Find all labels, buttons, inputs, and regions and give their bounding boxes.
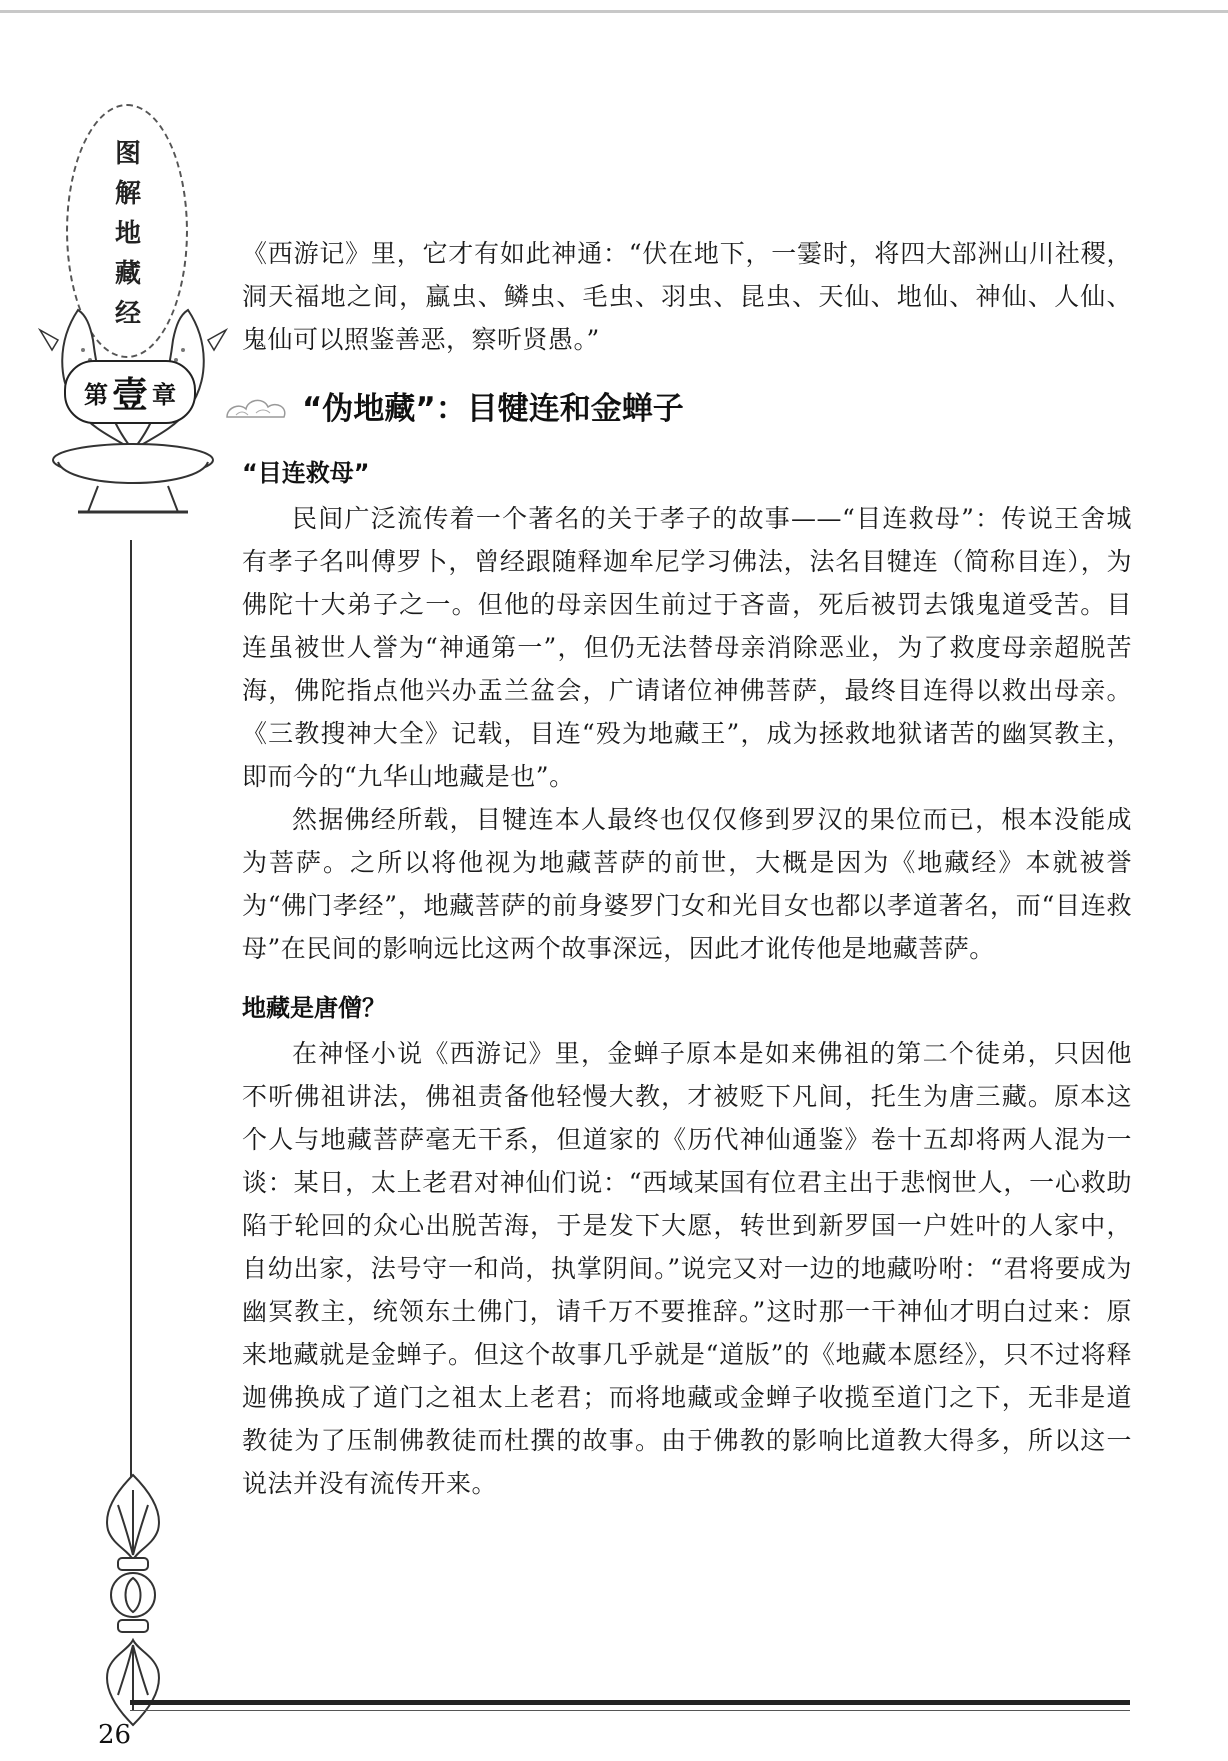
side-vertical-line bbox=[130, 540, 132, 1490]
body-paragraph: 民间广泛流传着一个著名的关于孝子的故事——“目连救母”：传说王舍城有孝子名叫傅罗卜，曾经跟随释迦牟尼学习佛法，法名目犍连（简称目连），为佛陀十大弟子之一。但他的母亲因生前过于吝啬，死后被罚去饿鬼道受苦。目连虽被世人誉为“神通第一”，但仍无法替母亲消除恶业，为了救度母亲超脱苦海，佛陀指点他兴办盂兰盆会，广请诸位神佛菩萨，最终目连得以救出母亲。《三教搜神大全》记载，目连“殁为地藏王”，成为拯救地狱诸苦的幽冥教主，即而今的“九华山地藏是也”。 bbox=[242, 504, 1132, 791]
footer-rule bbox=[130, 1700, 1130, 1705]
section-heading bbox=[222, 387, 1132, 431]
vajra-icon bbox=[88, 1470, 178, 1730]
main-content bbox=[242, 232, 1132, 1505]
subsection-title: 地藏是唐僧？ bbox=[242, 994, 386, 1022]
side-title-char: 地 bbox=[114, 219, 141, 249]
subsection-title: “目连救母” bbox=[242, 459, 370, 487]
side-title-char: 图 bbox=[114, 139, 141, 169]
side-title-char: 经 bbox=[114, 299, 141, 329]
section-title: “伪地藏”：目犍连和金蝉子 bbox=[302, 391, 684, 427]
body-paragraph: 在神怪小说《西游记》里，金蝉子原本是如来佛祖的第二个徒弟，只因他不听佛祖讲法，佛祖责备他轻慢大教，才被贬下凡间，托生为唐三藏。原本这个人与地藏菩萨毫无干系，但道家的《历代神仙通鉴》卷十五却将两人混为一谈：某日，太上老君对神仙们说：“西域某国有位君主出于悲悯世人，一心救助陷于轮回的众心出脱苦海，于是发下大愿，转世到新罗国一户姓叶的人家中，自幼出家，法号守一和尚，执掌阴间。”说完又对一边的地藏吩咐：“君将要成为幽冥教主，统领东土佛门，请千万不要推辞。”这时那一干神仙才明白过来：原来地藏就是金蝉子。但这个故事几乎就是“道版”的《地藏本愿经》，只不过将释迦佛换成了道门之祖太上老君；而将地藏或金蝉子收揽至道门之下，无非是道教徒为了压制佛教徒而杜撰的故事。由于佛教的影响比道教大得多，所以这一说法并没有流传开来。 bbox=[242, 1039, 1132, 1498]
chapter-number: 壹 bbox=[111, 374, 148, 416]
top-rule bbox=[0, 10, 1228, 13]
body-paragraph: 然据佛经所载，目犍连本人最终也仅仅修到罗汉的果位而已，根本没能成为菩萨。之所以将他视为地藏菩萨的前世，大概是因为《地藏经》本就被誉为“佛门孝经”，地藏菩萨的前身婆罗门女和光目女也都以孝道著名，而“目连救母”在民间的影响远比这两个故事深远，因此才讹传他是地藏菩萨。 bbox=[242, 805, 1132, 963]
intro-paragraph: 《西游记》里，它才有如此神通：“伏在地下，一霎时，将四大部洲山川社稷，洞天福地之间，蠃虫、鳞虫、毛虫、羽虫、昆虫、天仙、地仙、神仙、人仙、鬼仙可以照鉴善恶，察听贤愚。” bbox=[242, 239, 1132, 354]
chapter-prefix: 第 bbox=[83, 380, 108, 409]
footer-rule-thin bbox=[130, 1710, 1130, 1711]
cloud-ornament-icon bbox=[222, 389, 292, 429]
side-title-char: 藏 bbox=[114, 259, 141, 289]
page-number: 26 bbox=[98, 1720, 132, 1750]
side-title-char: 解 bbox=[114, 179, 141, 209]
chapter-suffix: 章 bbox=[152, 380, 176, 409]
chapter-badge bbox=[64, 360, 196, 424]
